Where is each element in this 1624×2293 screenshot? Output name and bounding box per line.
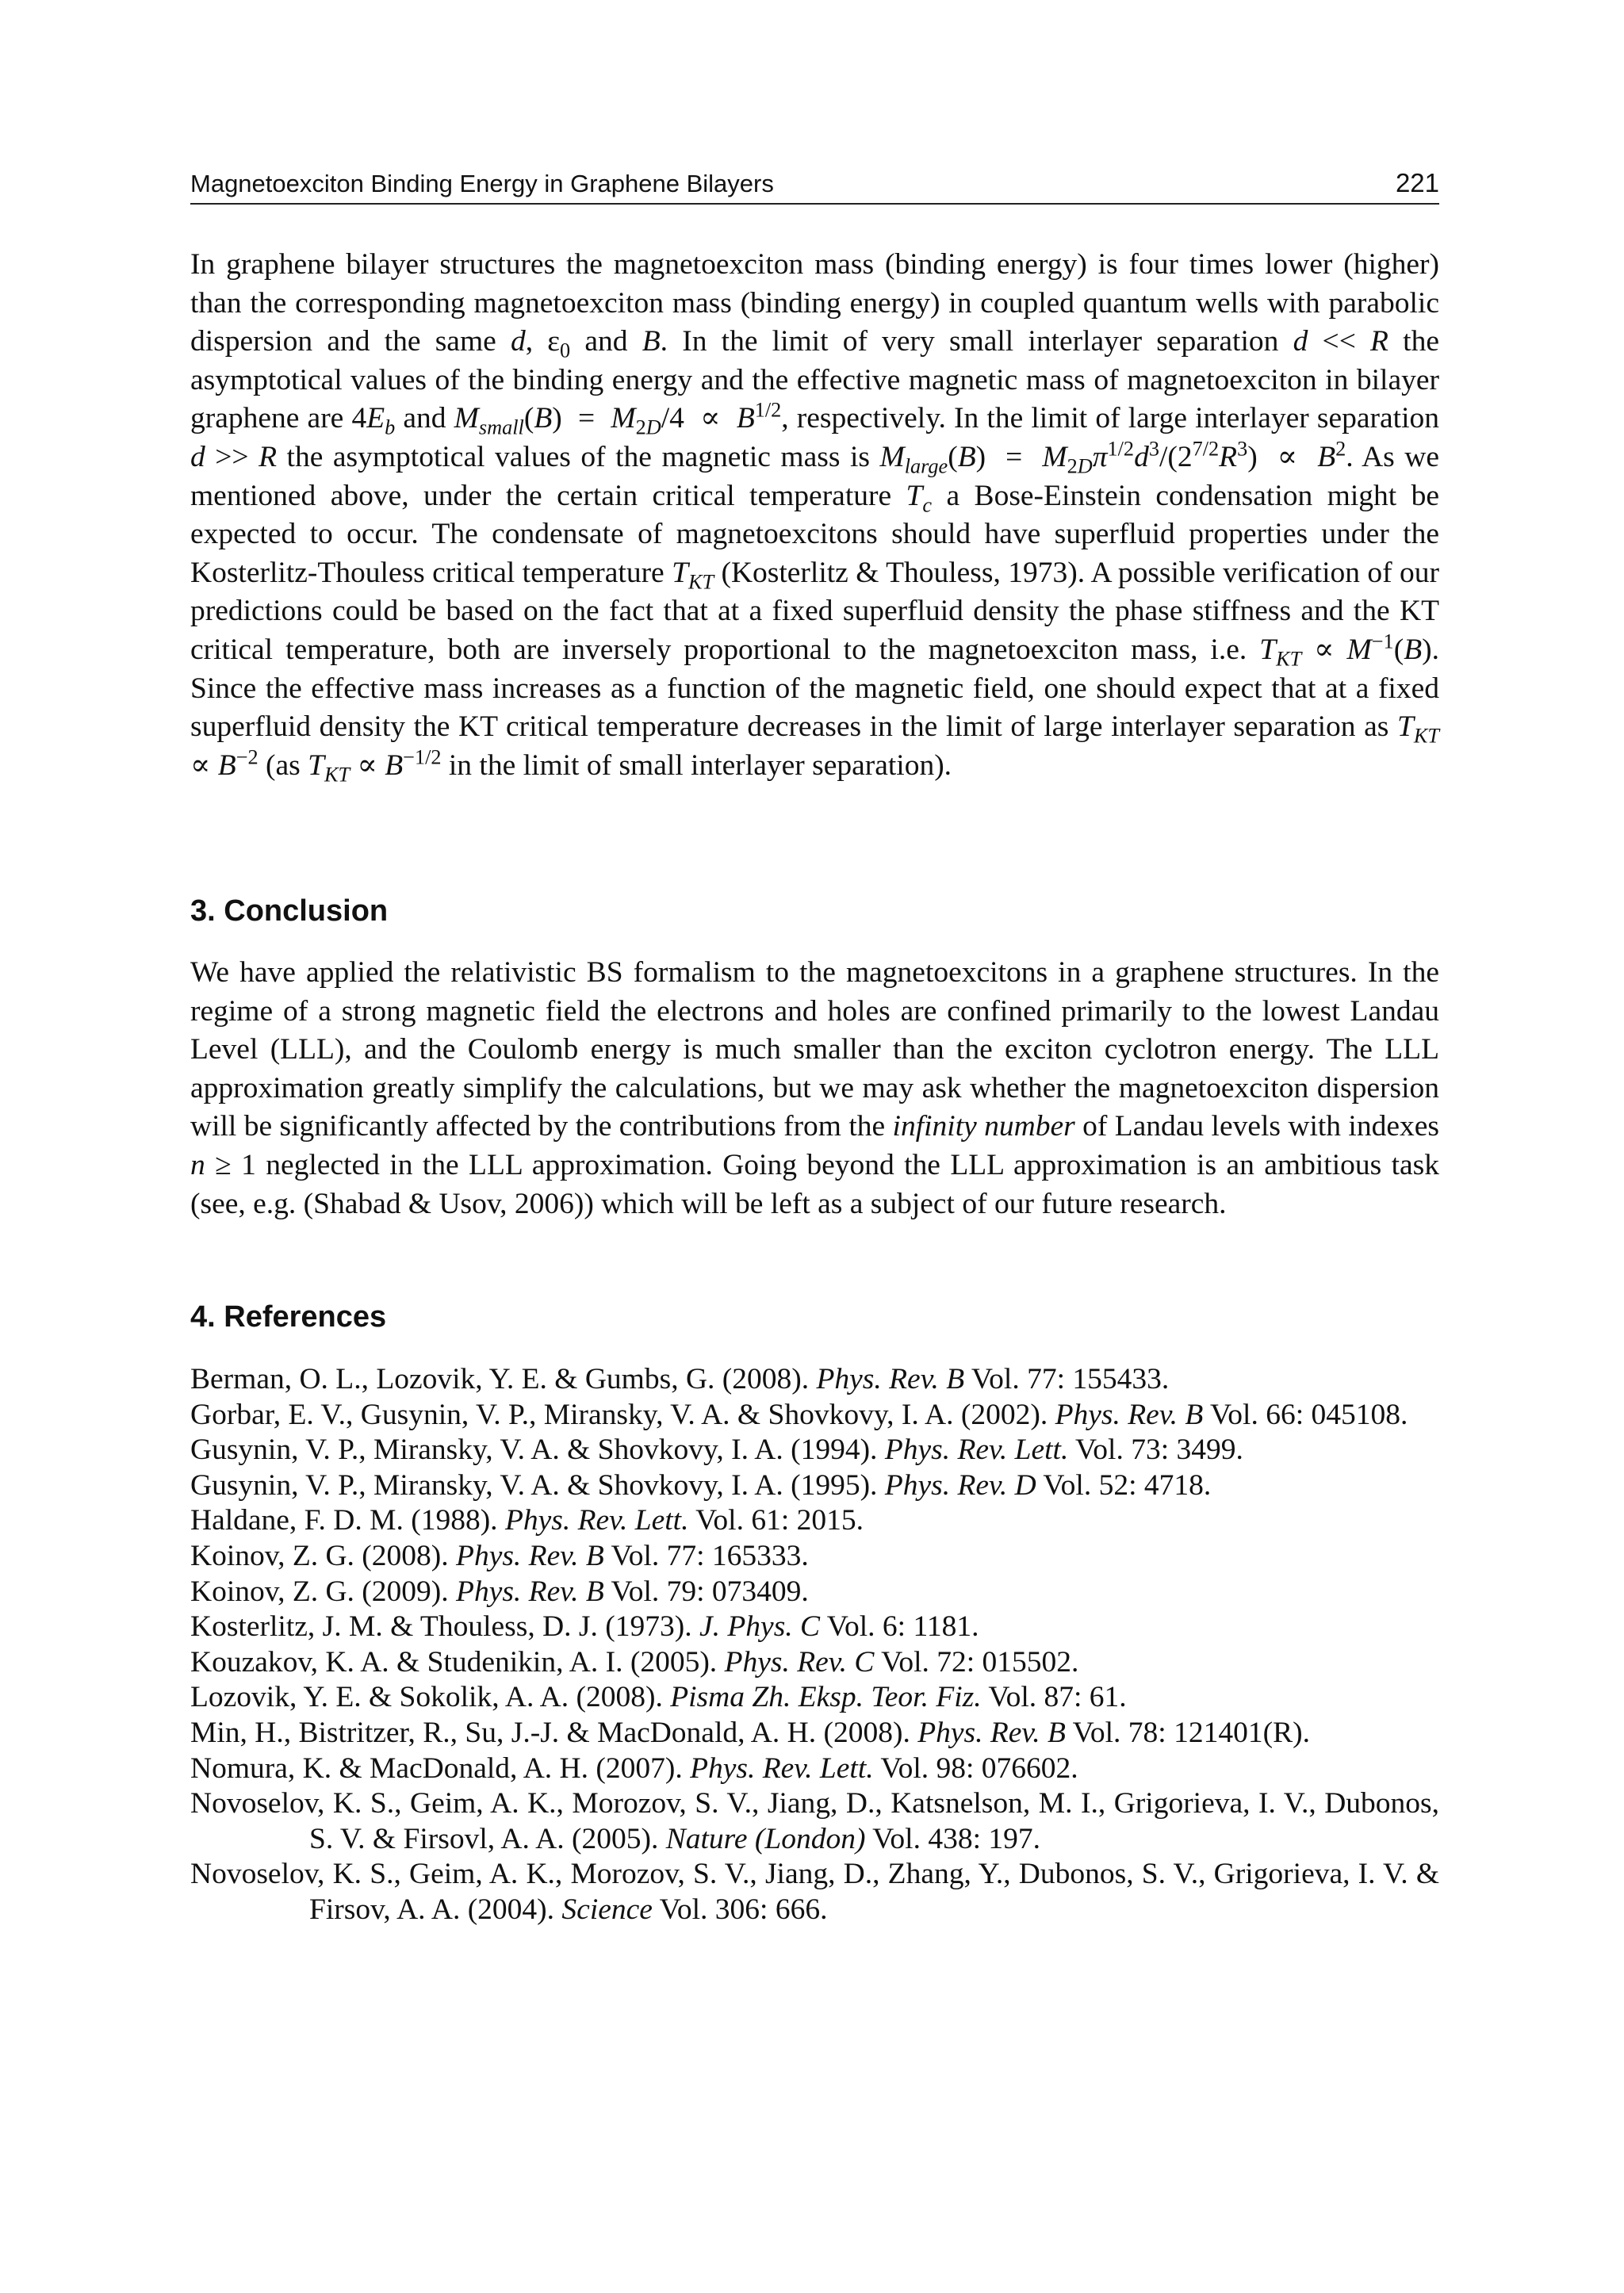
math-large-sep: d >> R [190, 440, 278, 473]
section-heading-conclusion: 3. Conclusion [190, 894, 389, 928]
reference-item: Novoselov, K. S., Geim, A. K., Morozov, S. V., Jiang, D., Katsnelson, M. I., Grigorieva, I. V., Dubonos, S. V. & Firsovl, A. A. (2005). Nature (London) Vol. 438: 197. [190, 1787, 1439, 1855]
reference-item: Koinov, Z. G. (2009). Phys. Rev. B Vol. 79: 073409. [190, 1575, 809, 1608]
math-TKT: $T_{KT}$ [672, 556, 714, 594]
reference-item: Berman, O. L., Lozovik, Y. E. & Gumbs, G. (2008). Phys. Rev. B Vol. 77: 155433. [190, 1363, 1170, 1395]
math-mlarge: $M_{large}(B) = M_{2D}\pi^{1/2}d^3/(2^{7/2}R^3) \propto B^2$ [879, 437, 1346, 478]
math-TKT-B-minus2: $T_{KT} \propto B^{-2}$ [190, 710, 1439, 782]
reference-item: Min, H., Bistritzer, R., Su, J.-J. & MacDonald, A. H. (2008). Phys. Rev. B Vol. 78: 121401(R). [190, 1716, 1310, 1749]
math-Tc: $T_c$ [906, 479, 933, 517]
page-number: 221 [1395, 168, 1439, 197]
reference-item: Haldane, F. D. M. (1988). Phys. Rev. Lett. Vol. 61: 2015. [190, 1504, 864, 1537]
reference-item: Novoselov, K. S., Geim, A. K., Morozov, S. V., Jiang, D., Zhang, Y., Dubonos, S. V., Grigorieva, I. V. & Firsov, A. A. (2004). Science Vol. 306: 666. [190, 1858, 1439, 1926]
reference-item: Gusynin, V. P., Miransky, V. A. & Shovkovy, I. A. (1994). Phys. Rev. Lett. Vol. 73: 3499. [190, 1434, 1243, 1467]
reference-item: Gorbar, E. V., Gusynin, V. P., Miransky, V. A. & Shovkovy, I. A. (2002). Phys. Rev. B Vol. 66: 045108. [190, 1398, 1408, 1431]
reference-item: Gusynin, V. P., Miransky, V. A. & Shovkovy, I. A. (1995). Phys. Rev. D Vol. 52: 4718. [190, 1468, 1212, 1502]
math-msmall: $M_{small}(B) = M_{2D}/4 \propto B^{1/2}$ [454, 398, 782, 439]
math-B: B [642, 325, 661, 358]
reference-item: Kouzakov, K. A. & Studenikin, A. I. (2005). Phys. Rev. C Vol. 72: 015502. [190, 1645, 1079, 1679]
section-heading-references: 4. References [190, 1300, 387, 1334]
math-4Eb: $4E_b$ [351, 402, 396, 439]
reference-item: Lozovik, Y. E. & Sokolik, A. A. (2008). Pisma Zh. Eksp. Teor. Fiz. Vol. 87: 61. [190, 1681, 1127, 1714]
math-n-geq-1: n ≥ 1 [190, 1148, 256, 1181]
reference-item: Koinov, Z. G. (2008). Phys. Rev. B Vol. 77: 165333. [190, 1539, 809, 1572]
math-small-sep: d << R [1293, 325, 1388, 358]
paragraph-bilayer-mass: In graphene bilayer structures the magnetoexciton mass (binding energy) is four times lower (higher) than the corresponding magnetoexciton mass (binding energy) in coupled quantum wells with parabolic dispersion and the same d, $\varepsilon_0$ and B. In the limit of very small interlayer separation d << R the asymptotical values of the binding energy and the effective magnetic mass of magnetoexciton in bilayer graphene are $4E_b$ and $M_{small}(B) = M_{2D}/4 \propto B^{1/2}$, respectively. In the limit of large interlayer separation d >> R the asymptotical values of the magnetic mass is $M_{large}(B) = M_{2D}\pi^{1/2}d^3/(2^{7/2}R^3) \propto B^2$. As we mentioned above, under the certain critical temperature $T_c$ a Bose-Einstein condensation might be expected to occur. The condensate of magnetoexcitons should have superfluid properties under the Kosterlitz-Thouless critical temperature $T_{KT}$ (Kosterlitz & Thouless, 1973). A possible verification of our predictions could be based on the fact that at a fixed superfluid density the phase stiffness and the KT critical temperature, both are inversely proportional to the magnetoexciton mass, i.e. $T_{KT} \propto M^{-1}(B)$. Since the effective mass increases as a function of the magnetic field, one should expect that at a fixed superfluid density the KT critical temperature decreases in the limit of large interlayer separation as $T_{KT} \propto B^{-2}$ (as $T_{KT} \propto B^{-1/2}$ in the limit of small interlayer separation). [190, 248, 1439, 787]
running-head-title: Magnetoexciton Binding Energy in Graphene Bilayers [190, 170, 774, 197]
reference-list [190, 1362, 1439, 1928]
reference-item: Nomura, K. & MacDonald, A. H. (2007). Phys. Rev. Lett. Vol. 98: 076602. [190, 1751, 1078, 1785]
math-TKT-inverse-mass: $T_{KT} \propto M^{-1}(B)$ [1259, 630, 1432, 671]
paragraph-conclusion: We have applied the relativistic BS formalism to the magnetoexcitons in a graphene structures. In the regime of a strong magnetic field the electrons and holes are confined primarily to the lowest Landau Level (LLL), and the Coulomb energy is much smaller than the exciton cyclotron energy. The LLL approximation greatly simplify the calculations, but we may ask whether the magnetoexciton dispersion will be significantly affected by the contributions from the infinity number of Landau levels with indexes n ≥ 1 neglected in the LLL approximation. Going beyond the LLL approximation is an ambitious task (see, e.g. (Shabad & Usov, 2006)) which will be left as a subject of our future research. [190, 956, 1439, 1220]
math-d-eps0: d, $\varepsilon_0$ [510, 325, 571, 362]
emphasis-infinity-number: infinity number [892, 1110, 1075, 1143]
running-head [190, 165, 1439, 205]
math-TKT-B-minushalf: $T_{KT} \propto B^{-1/2}$ [308, 745, 442, 787]
reference-item: Kosterlitz, J. M. & Thouless, D. J. (1973). J. Phys. C Vol. 6: 1181. [190, 1610, 979, 1644]
